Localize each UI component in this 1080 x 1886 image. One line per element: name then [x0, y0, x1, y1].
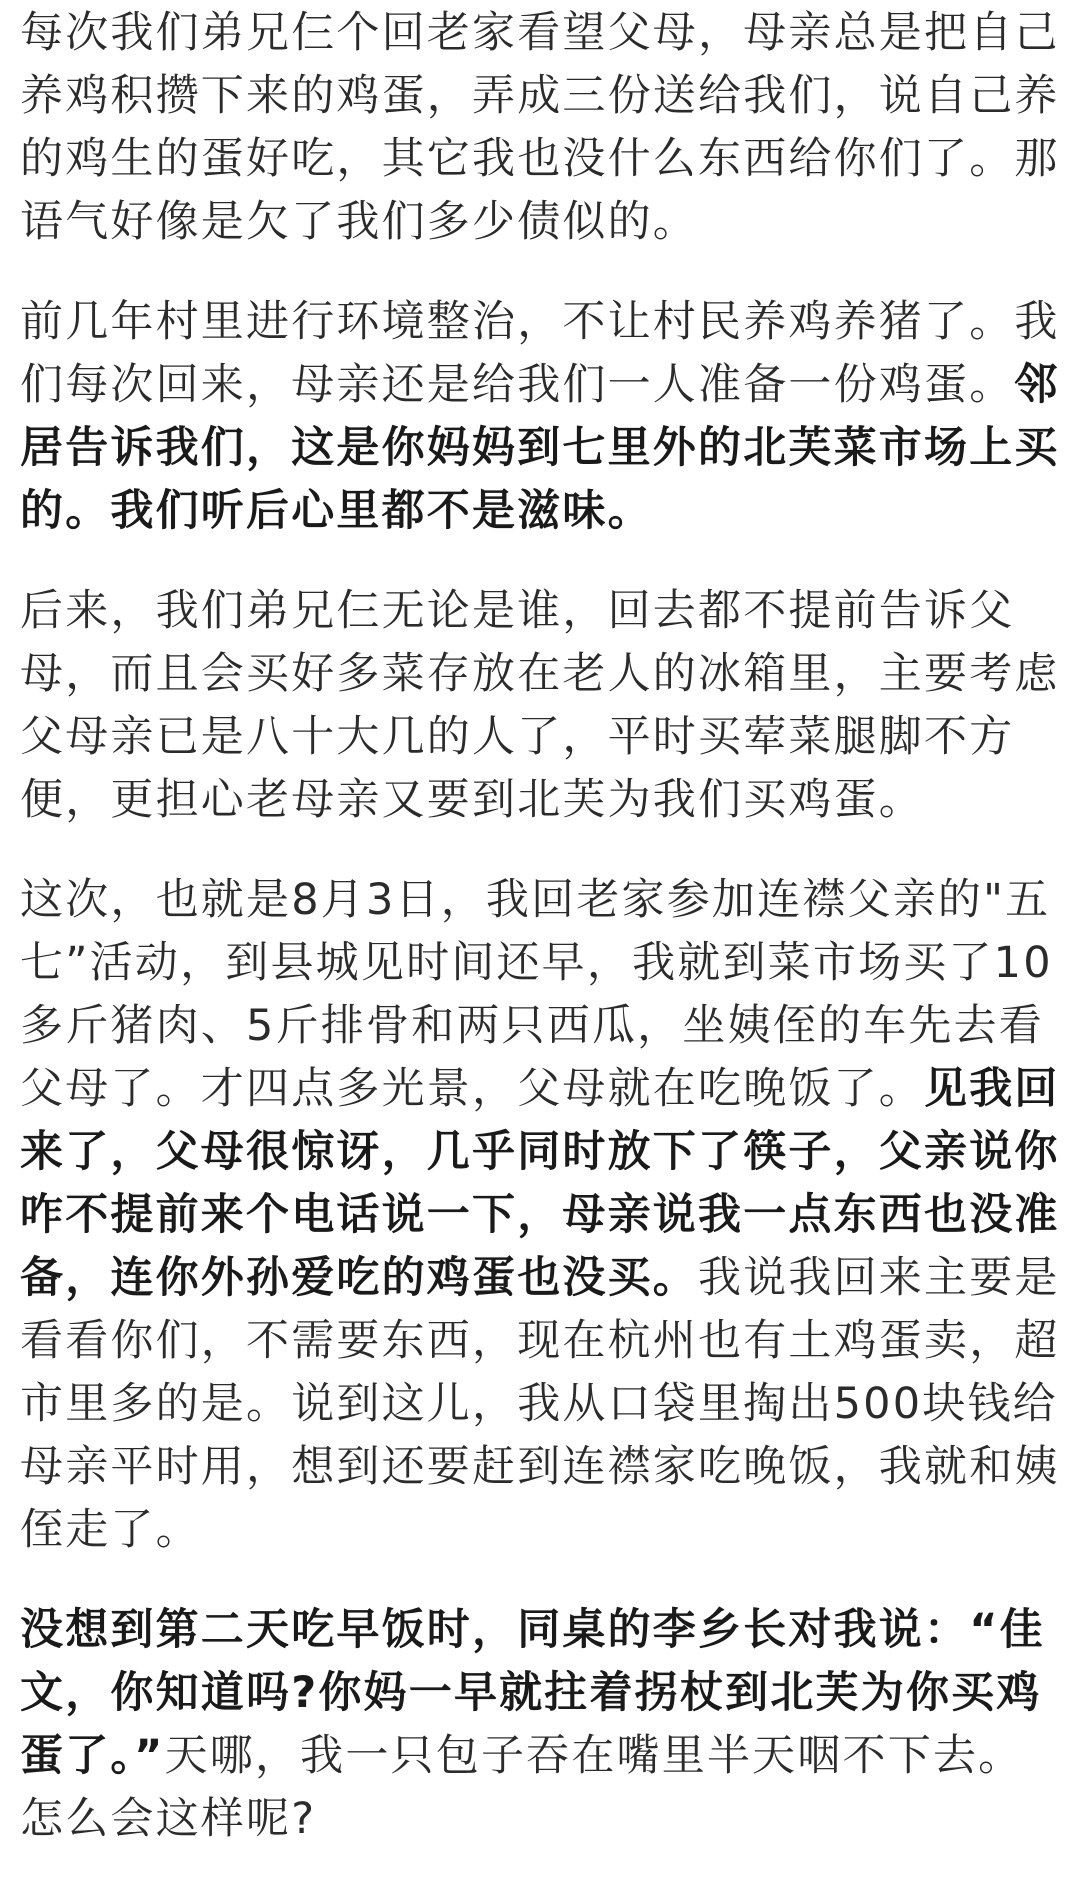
paragraph-text: 前几年村里进行环境整治，不让村民养鸡养猪了。我们每次回来，母亲还是给我们一人准备一份鸡蛋。 — [20, 297, 1060, 410]
paragraph-text-bold: 邻居告诉我们，这是你妈妈到七里外的北芙菜市场上买的。我们听后心里都不是滋味。 — [20, 360, 1060, 536]
paragraph-text: 我说我回来主要是看看你们，不需要东西，现在杭州也有土鸡蛋卖，超市里多的是。说到这儿，我从口袋里掏出500块钱给母亲平时用，想到还要赶到连襟家吃晚饭，我就和姨侄走了。 — [20, 1253, 1060, 1555]
paragraph-3 — [20, 578, 1060, 832]
paragraph-text: 每次我们弟兄仨个回老家看望父母，母亲总是把自己养鸡积攒下来的鸡蛋，弄成三份送给我们，说自己养的鸡生的蛋好吃，其它我也没什么东西给你们了。那语气好像是欠了我们多少债似的。 — [20, 8, 1060, 247]
paragraph-text-bold: 见我回来了，父母很惊讶，几乎同时放下了筷子，父亲说你咋不提前来个电话说一下，母亲说我一点东西也没准备，连你外孙爱吃的鸡蛋也没买。 — [20, 1064, 1060, 1303]
paragraph-text: 后来，我们弟兄仨无论是谁，回去都不提前告诉父母，而且会买好多菜存放在老人的冰箱里，主要考虑父母亲已是八十大几的人了，平时买荤菜腿脚不方便，更担心老母亲又要到北芙为我们买鸡蛋。 — [20, 586, 1060, 825]
paragraph-4 — [20, 867, 1060, 1562]
paragraph-text: 这次，也就是8月3日，我回老家参加连襟父亲的"五七”活动，到县城见时间还早，我就到菜市场买了10多斤猪肉、5斤排骨和两只西瓜，坐姨侄的车先去看父母了。才四点多光景，父母就在吃晚饭了。 — [20, 875, 1053, 1114]
paragraph-5 — [20, 1597, 1060, 1851]
paragraph-text: 天哪，我一只包子吞在嘴里半天咽不下去。怎么会这样呢? — [20, 1731, 1024, 1844]
paragraph-text-bold: 没想到第二天吃早饭时，同桌的李乡长对我说：“佳文，你知道吗?你妈一早就拄着拐杖到北芙为你买鸡蛋了。” — [20, 1605, 1045, 1781]
article-body — [20, 0, 1060, 1886]
paragraph-1 — [20, 0, 1060, 254]
paragraph-2 — [20, 289, 1060, 543]
